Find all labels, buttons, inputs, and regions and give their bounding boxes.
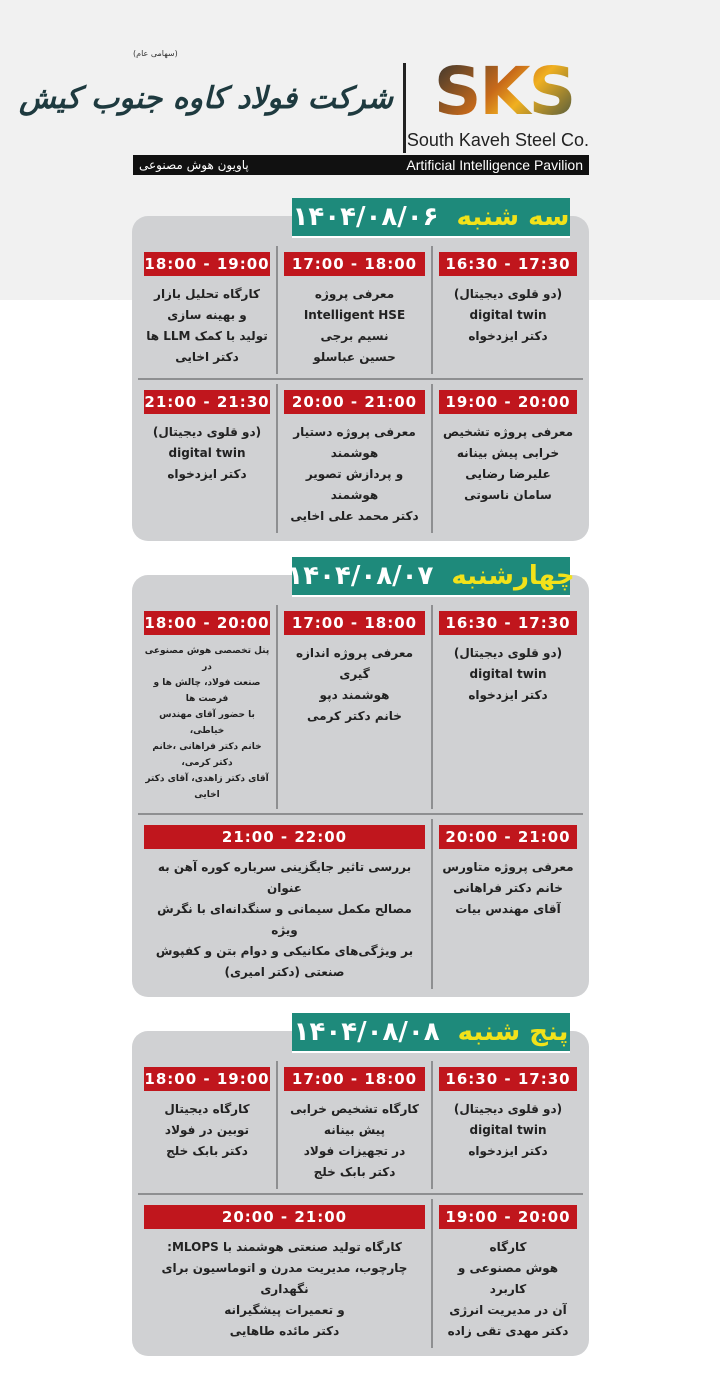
session-time: 18:00 - 19:00 [144, 252, 270, 276]
schedule-panel [132, 216, 589, 541]
header [18, 49, 589, 175]
day-banner [292, 1013, 570, 1053]
session-cell [278, 384, 433, 533]
session-text: خانم دکتر کرمی [307, 709, 402, 723]
session-time: 20:00 - 21:00 [284, 390, 425, 414]
day-date: ۱۴۰۴/۰۸/۰۸ [293, 1017, 440, 1047]
schedule-row [138, 1193, 583, 1348]
divider [403, 63, 406, 153]
session-text: صنعت فولاد، چالش ها و فرصت ها [153, 678, 261, 704]
pavilion-bar [133, 155, 589, 175]
session-text: (دو قلوی دیجیتال) [453, 287, 563, 301]
session-time: 21:00 - 22:00 [144, 825, 425, 849]
session-text: کارگاه [489, 1240, 527, 1254]
session-cell [138, 605, 278, 809]
session-time: 17:00 - 18:00 [284, 252, 425, 276]
session-text: هوش مصنوعی و کاربرد [457, 1261, 559, 1296]
day-date: ۱۴۰۴/۰۸/۰۶ [292, 202, 439, 232]
session-time: 20:00 - 21:00 [144, 1205, 425, 1229]
session-time: 18:00 - 19:00 [144, 1067, 270, 1091]
session-time: 17:00 - 18:00 [284, 1067, 425, 1091]
day-name: سه شنبه [456, 202, 570, 232]
day-date: ۱۴۰۴/۰۸/۰۷ [287, 561, 434, 591]
session-text: digital twin [168, 446, 246, 460]
pavilion-fa: پاویون هوش مصنوعی [139, 158, 249, 172]
session-text: کارگاه تشخیص خرابی [290, 1102, 419, 1116]
session-text: دکتر ایزدخواه [167, 467, 247, 481]
session-text: مصالح مکمل سیمانی و سنگدانه‌ای با نگرش ویژه [157, 902, 412, 937]
session-text: سامان ناسوتی [464, 488, 552, 502]
session-text: Intelligent HSE [303, 308, 406, 322]
session-text: دکتر محمد علی اخایی [290, 509, 419, 523]
session-text: و بهینه سازی [167, 308, 247, 322]
sks-logo: SKS [419, 57, 589, 127]
session-text: دکتر ایزدخواه [468, 1144, 548, 1158]
session-text: بررسی تاثیر جایگزینی سرباره کوره آهن به عنوان [157, 860, 412, 895]
session-text: دکتر ایزدخواه [468, 329, 548, 343]
session-cell [433, 246, 583, 374]
day-schedule [132, 1013, 589, 1356]
session-text: و تعمیرات پیشگیرانه [224, 1303, 345, 1317]
session-text: خانم دکتر فراهانی [453, 881, 563, 895]
pavilion-en: Artificial Intelligence Pavilion [406, 157, 583, 173]
session-text: خرابی پیش بینانه [456, 446, 560, 460]
session-text: کارگاه تحلیل بازار [154, 287, 260, 301]
session-text: حسین عباسلو [313, 350, 396, 364]
schedule-row [138, 813, 583, 989]
day-name: پنج شنبه [457, 1017, 569, 1047]
session-text: با حضور آقای مهندس خیاطی، [159, 710, 255, 736]
day-schedule [132, 198, 589, 541]
session-cell [278, 605, 433, 809]
company-type: (سهامی عام) [133, 49, 178, 58]
session-text: معرفی پروژه تشخیص [442, 425, 574, 439]
session-text: digital twin [469, 308, 547, 322]
company-name-fa: شرکت فولاد کاوه جنوب کیش [18, 81, 393, 116]
session-text: دکتر ایزدخواه [468, 688, 548, 702]
session-text: نسیم برجی [320, 329, 389, 343]
session-text: دکتر بابک خلج [166, 1144, 248, 1158]
session-text: معرفی پروژه دستیار هوشمند [293, 425, 416, 460]
session-text: معرفی پروژه متاورس [442, 860, 574, 874]
session-cell [433, 1199, 583, 1348]
session-text: چارچوب، مدیریت مدرن و اتوماسیون برای نگهداری [161, 1261, 408, 1296]
session-text: علیرضا رضایی [465, 467, 551, 481]
schedule-row [138, 1061, 583, 1189]
session-text: معرفی پروژه اندازه گیری [295, 646, 414, 681]
session-text: digital twin [469, 667, 547, 681]
schedule-row [138, 246, 583, 374]
session-text: دکتر اخایی [175, 350, 239, 364]
session-text: digital twin [469, 1123, 547, 1137]
schedule-row [138, 378, 583, 533]
session-text: توبین در فولاد [164, 1123, 250, 1137]
session-time: 18:00 - 20:00 [144, 611, 270, 635]
session-text: آقای دکتر زاهدی، آقای دکتر اخایی [145, 774, 269, 800]
session-text: آن در مدیریت انرژی [449, 1303, 567, 1317]
session-text: دکتر بابک خلج [313, 1165, 396, 1179]
session-text: دکتر مهدی تقی زاده [447, 1324, 569, 1338]
session-cell [433, 384, 583, 533]
session-text: پیش بینانه [323, 1123, 386, 1137]
session-text: (دو قلوی دیجیتال) [152, 425, 262, 439]
session-cell [433, 819, 583, 989]
session-time: 20:00 - 21:00 [439, 825, 577, 849]
day-name: چهارشنبه [451, 561, 575, 591]
session-time: 16:30 - 17:30 [439, 611, 577, 635]
session-time: 17:00 - 18:00 [284, 611, 425, 635]
session-time: 16:30 - 17:30 [439, 1067, 577, 1091]
session-text: بر ویژگی‌های مکانیکی و دوام بتن و کفپوش [155, 944, 414, 958]
day-schedule [132, 557, 589, 997]
schedule-panel [132, 1031, 589, 1356]
session-time: 19:00 - 20:00 [439, 390, 577, 414]
session-text: تولید با کمک LLM ها [146, 329, 268, 343]
day-banner [292, 198, 570, 238]
session-text: کارگاه دیجیتال [164, 1102, 250, 1116]
session-text: در تجهیزات فولاد [303, 1144, 406, 1158]
session-cell [138, 246, 278, 374]
session-cell [433, 1061, 583, 1189]
session-cell [138, 384, 278, 533]
session-text: کارگاه تولید صنعتی هوشمند با MLOPS: [167, 1240, 402, 1254]
schedule-panel [132, 575, 589, 997]
session-text: هوشمند دپو [319, 688, 390, 702]
session-text: و پردازش تصویر هوشمند [305, 467, 404, 502]
session-cell [278, 1061, 433, 1189]
day-banner [287, 557, 575, 597]
session-text: معرفی پروژه [314, 287, 395, 301]
session-text: (دو قلوی دیجیتال) [453, 646, 563, 660]
session-time: 19:00 - 20:00 [439, 1205, 577, 1229]
session-time: 16:30 - 17:30 [439, 252, 577, 276]
company-name-en: South Kaveh Steel Co. [406, 130, 589, 150]
session-time: 21:00 - 21:30 [144, 390, 270, 414]
session-text: آقای مهندس بیات [455, 902, 561, 916]
schedule [132, 198, 589, 1392]
session-text: دکتر مائده طاهایی [229, 1324, 340, 1338]
session-cell [278, 246, 433, 374]
session-text: صنعتی (دکتر امیری) [224, 965, 345, 979]
session-cell [138, 819, 433, 989]
session-cell [433, 605, 583, 809]
session-cell [138, 1199, 433, 1348]
session-cell [138, 1061, 278, 1189]
session-text: (دو قلوی دیجیتال) [453, 1102, 563, 1116]
schedule-row [138, 605, 583, 809]
session-text: پنل تخصصی هوش مصنوعی در [144, 646, 270, 672]
session-text: خانم دکتر فراهانی ،خانم دکتر کرمی، [152, 742, 262, 768]
